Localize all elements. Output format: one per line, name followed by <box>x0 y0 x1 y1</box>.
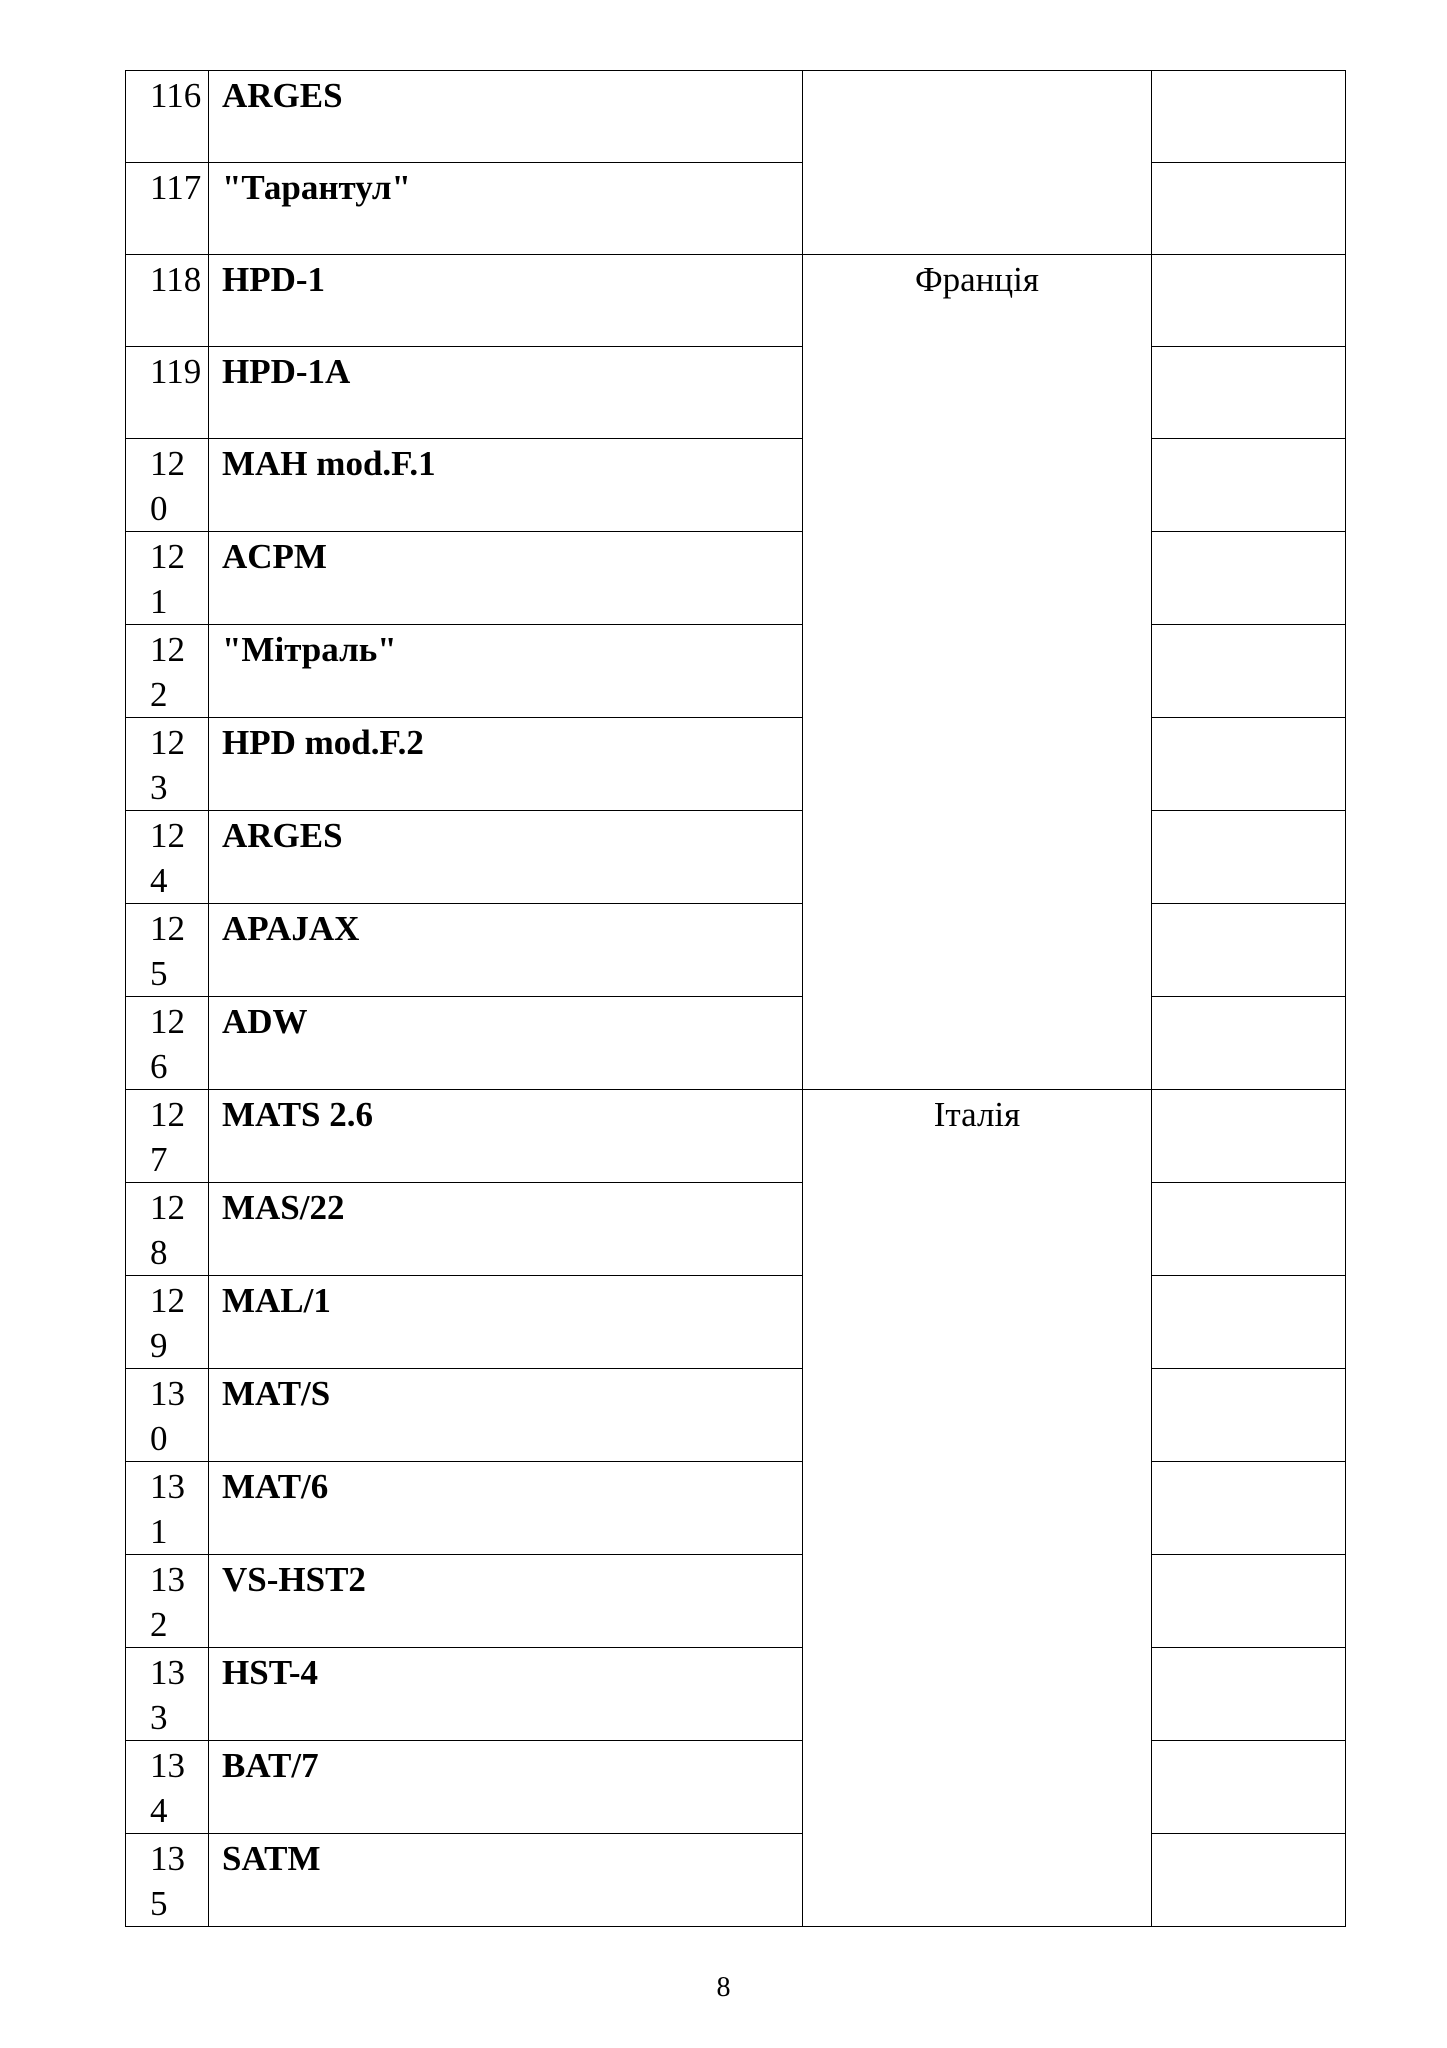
row-name: SATM <box>222 1839 321 1878</box>
row-extra-cell <box>1152 904 1346 997</box>
row-number-cell <box>126 718 209 811</box>
row-number: 122 <box>150 630 185 714</box>
table-row <box>126 1648 1346 1741</box>
row-name-cell <box>209 532 803 625</box>
row-extra-cell <box>1152 997 1346 1090</box>
country-cell-france <box>803 255 1152 1090</box>
row-name-cell <box>209 1648 803 1741</box>
table-row <box>126 439 1346 532</box>
row-extra-cell <box>1152 1276 1346 1369</box>
country-cell-italy <box>803 1090 1152 1927</box>
row-number-cell <box>126 439 209 532</box>
row-name: HPD mod.F.2 <box>222 723 424 762</box>
row-number: 121 <box>150 537 185 621</box>
table-row <box>126 1555 1346 1648</box>
row-number: 129 <box>150 1281 185 1365</box>
table-row <box>126 1276 1346 1369</box>
row-extra-cell <box>1152 347 1346 439</box>
row-number: 119 <box>150 352 202 391</box>
row-name: "Тарантул" <box>222 168 411 207</box>
row-number: 133 <box>150 1653 185 1737</box>
row-name: BAT/7 <box>222 1746 319 1785</box>
row-extra-cell <box>1152 439 1346 532</box>
row-name-cell <box>209 255 803 347</box>
row-number-cell <box>126 347 209 439</box>
row-number-cell <box>126 1090 209 1183</box>
table-row <box>126 625 1346 718</box>
row-extra-cell <box>1152 71 1346 163</box>
table-row <box>126 163 1346 255</box>
row-number: 128 <box>150 1188 185 1272</box>
row-name: ARGES <box>222 816 343 855</box>
row-number-cell <box>126 1555 209 1648</box>
row-number: 134 <box>150 1746 185 1830</box>
row-number: 124 <box>150 816 185 900</box>
row-number-cell <box>126 1462 209 1555</box>
row-extra-cell <box>1152 1834 1346 1927</box>
row-number-cell <box>126 532 209 625</box>
row-name: MAS/22 <box>222 1188 345 1227</box>
table-row <box>126 904 1346 997</box>
country-cell-empty <box>803 71 1152 255</box>
page-number: 8 <box>716 1972 731 2003</box>
row-name-cell <box>209 1555 803 1648</box>
row-number-cell <box>126 71 209 163</box>
row-name-cell <box>209 811 803 904</box>
row-name-cell <box>209 625 803 718</box>
table-row <box>126 811 1346 904</box>
row-name: VS-HST2 <box>222 1560 366 1599</box>
row-name: APAJAX <box>222 909 360 948</box>
row-name: HPD-1A <box>222 352 351 391</box>
row-number-cell <box>126 904 209 997</box>
table-row <box>126 1369 1346 1462</box>
row-extra-cell <box>1152 1090 1346 1183</box>
row-name-cell <box>209 163 803 255</box>
row-extra-cell <box>1152 1648 1346 1741</box>
row-name-cell <box>209 1276 803 1369</box>
table-row <box>126 1741 1346 1834</box>
row-name: MAH mod.F.1 <box>222 444 436 483</box>
row-name-cell <box>209 1183 803 1276</box>
table-row <box>126 1183 1346 1276</box>
row-name: MAT/S <box>222 1374 331 1413</box>
row-number: 123 <box>150 723 185 807</box>
row-number-cell <box>126 811 209 904</box>
row-name-cell <box>209 1090 803 1183</box>
row-number-cell <box>126 1648 209 1741</box>
row-extra-cell <box>1152 1555 1346 1648</box>
country-label-italy: Італія <box>933 1095 1021 1134</box>
row-extra-cell <box>1152 1183 1346 1276</box>
row-name-cell <box>209 997 803 1090</box>
row-name-cell <box>209 1462 803 1555</box>
row-name-cell <box>209 1741 803 1834</box>
row-number-cell <box>126 255 209 347</box>
row-name-cell <box>209 1834 803 1927</box>
row-name: HST-4 <box>222 1653 318 1692</box>
row-extra-cell <box>1152 255 1346 347</box>
country-label-france: Франція <box>915 260 1039 299</box>
table-row <box>126 255 1346 347</box>
row-name-cell <box>209 1369 803 1462</box>
row-number-cell <box>126 997 209 1090</box>
equipment-table <box>125 70 1346 1927</box>
row-number-cell <box>126 625 209 718</box>
row-name-cell <box>209 904 803 997</box>
row-number: 117 <box>150 168 202 207</box>
table-row <box>126 532 1346 625</box>
row-name-cell <box>209 347 803 439</box>
row-extra-cell <box>1152 811 1346 904</box>
row-number-cell <box>126 1834 209 1927</box>
row-number-cell <box>126 1369 209 1462</box>
row-number-cell <box>126 1276 209 1369</box>
row-name: ARGES <box>222 76 343 115</box>
row-name-cell <box>209 439 803 532</box>
row-number: 125 <box>150 909 185 993</box>
table-row <box>126 997 1346 1090</box>
row-extra-cell <box>1152 1462 1346 1555</box>
row-number-cell <box>126 163 209 255</box>
row-number: 132 <box>150 1560 185 1644</box>
row-name: HPD-1 <box>222 260 326 299</box>
row-name: ADW <box>222 1002 308 1041</box>
row-extra-cell <box>1152 1741 1346 1834</box>
table-row <box>126 1090 1346 1183</box>
table-row <box>126 71 1346 163</box>
row-number: 135 <box>150 1839 185 1923</box>
row-name-cell <box>209 718 803 811</box>
row-extra-cell <box>1152 1369 1346 1462</box>
row-name: "Мітраль" <box>222 630 397 669</box>
row-number: 120 <box>150 444 185 528</box>
table-row <box>126 1462 1346 1555</box>
row-name: MATS 2.6 <box>222 1095 374 1134</box>
row-number-cell <box>126 1741 209 1834</box>
row-extra-cell <box>1152 625 1346 718</box>
row-number: 126 <box>150 1002 185 1086</box>
row-name: MAT/6 <box>222 1467 329 1506</box>
row-number-cell <box>126 1183 209 1276</box>
row-name: MAL/1 <box>222 1281 331 1320</box>
row-number: 130 <box>150 1374 185 1458</box>
row-number: 131 <box>150 1467 185 1551</box>
row-name-cell <box>209 71 803 163</box>
row-number: 127 <box>150 1095 185 1179</box>
row-extra-cell <box>1152 718 1346 811</box>
table-row <box>126 718 1346 811</box>
row-extra-cell <box>1152 163 1346 255</box>
row-number: 116 <box>150 76 202 115</box>
row-name: ACPM <box>222 537 327 576</box>
row-number: 118 <box>150 260 202 299</box>
table-row <box>126 1834 1346 1927</box>
row-extra-cell <box>1152 532 1346 625</box>
table-row <box>126 347 1346 439</box>
